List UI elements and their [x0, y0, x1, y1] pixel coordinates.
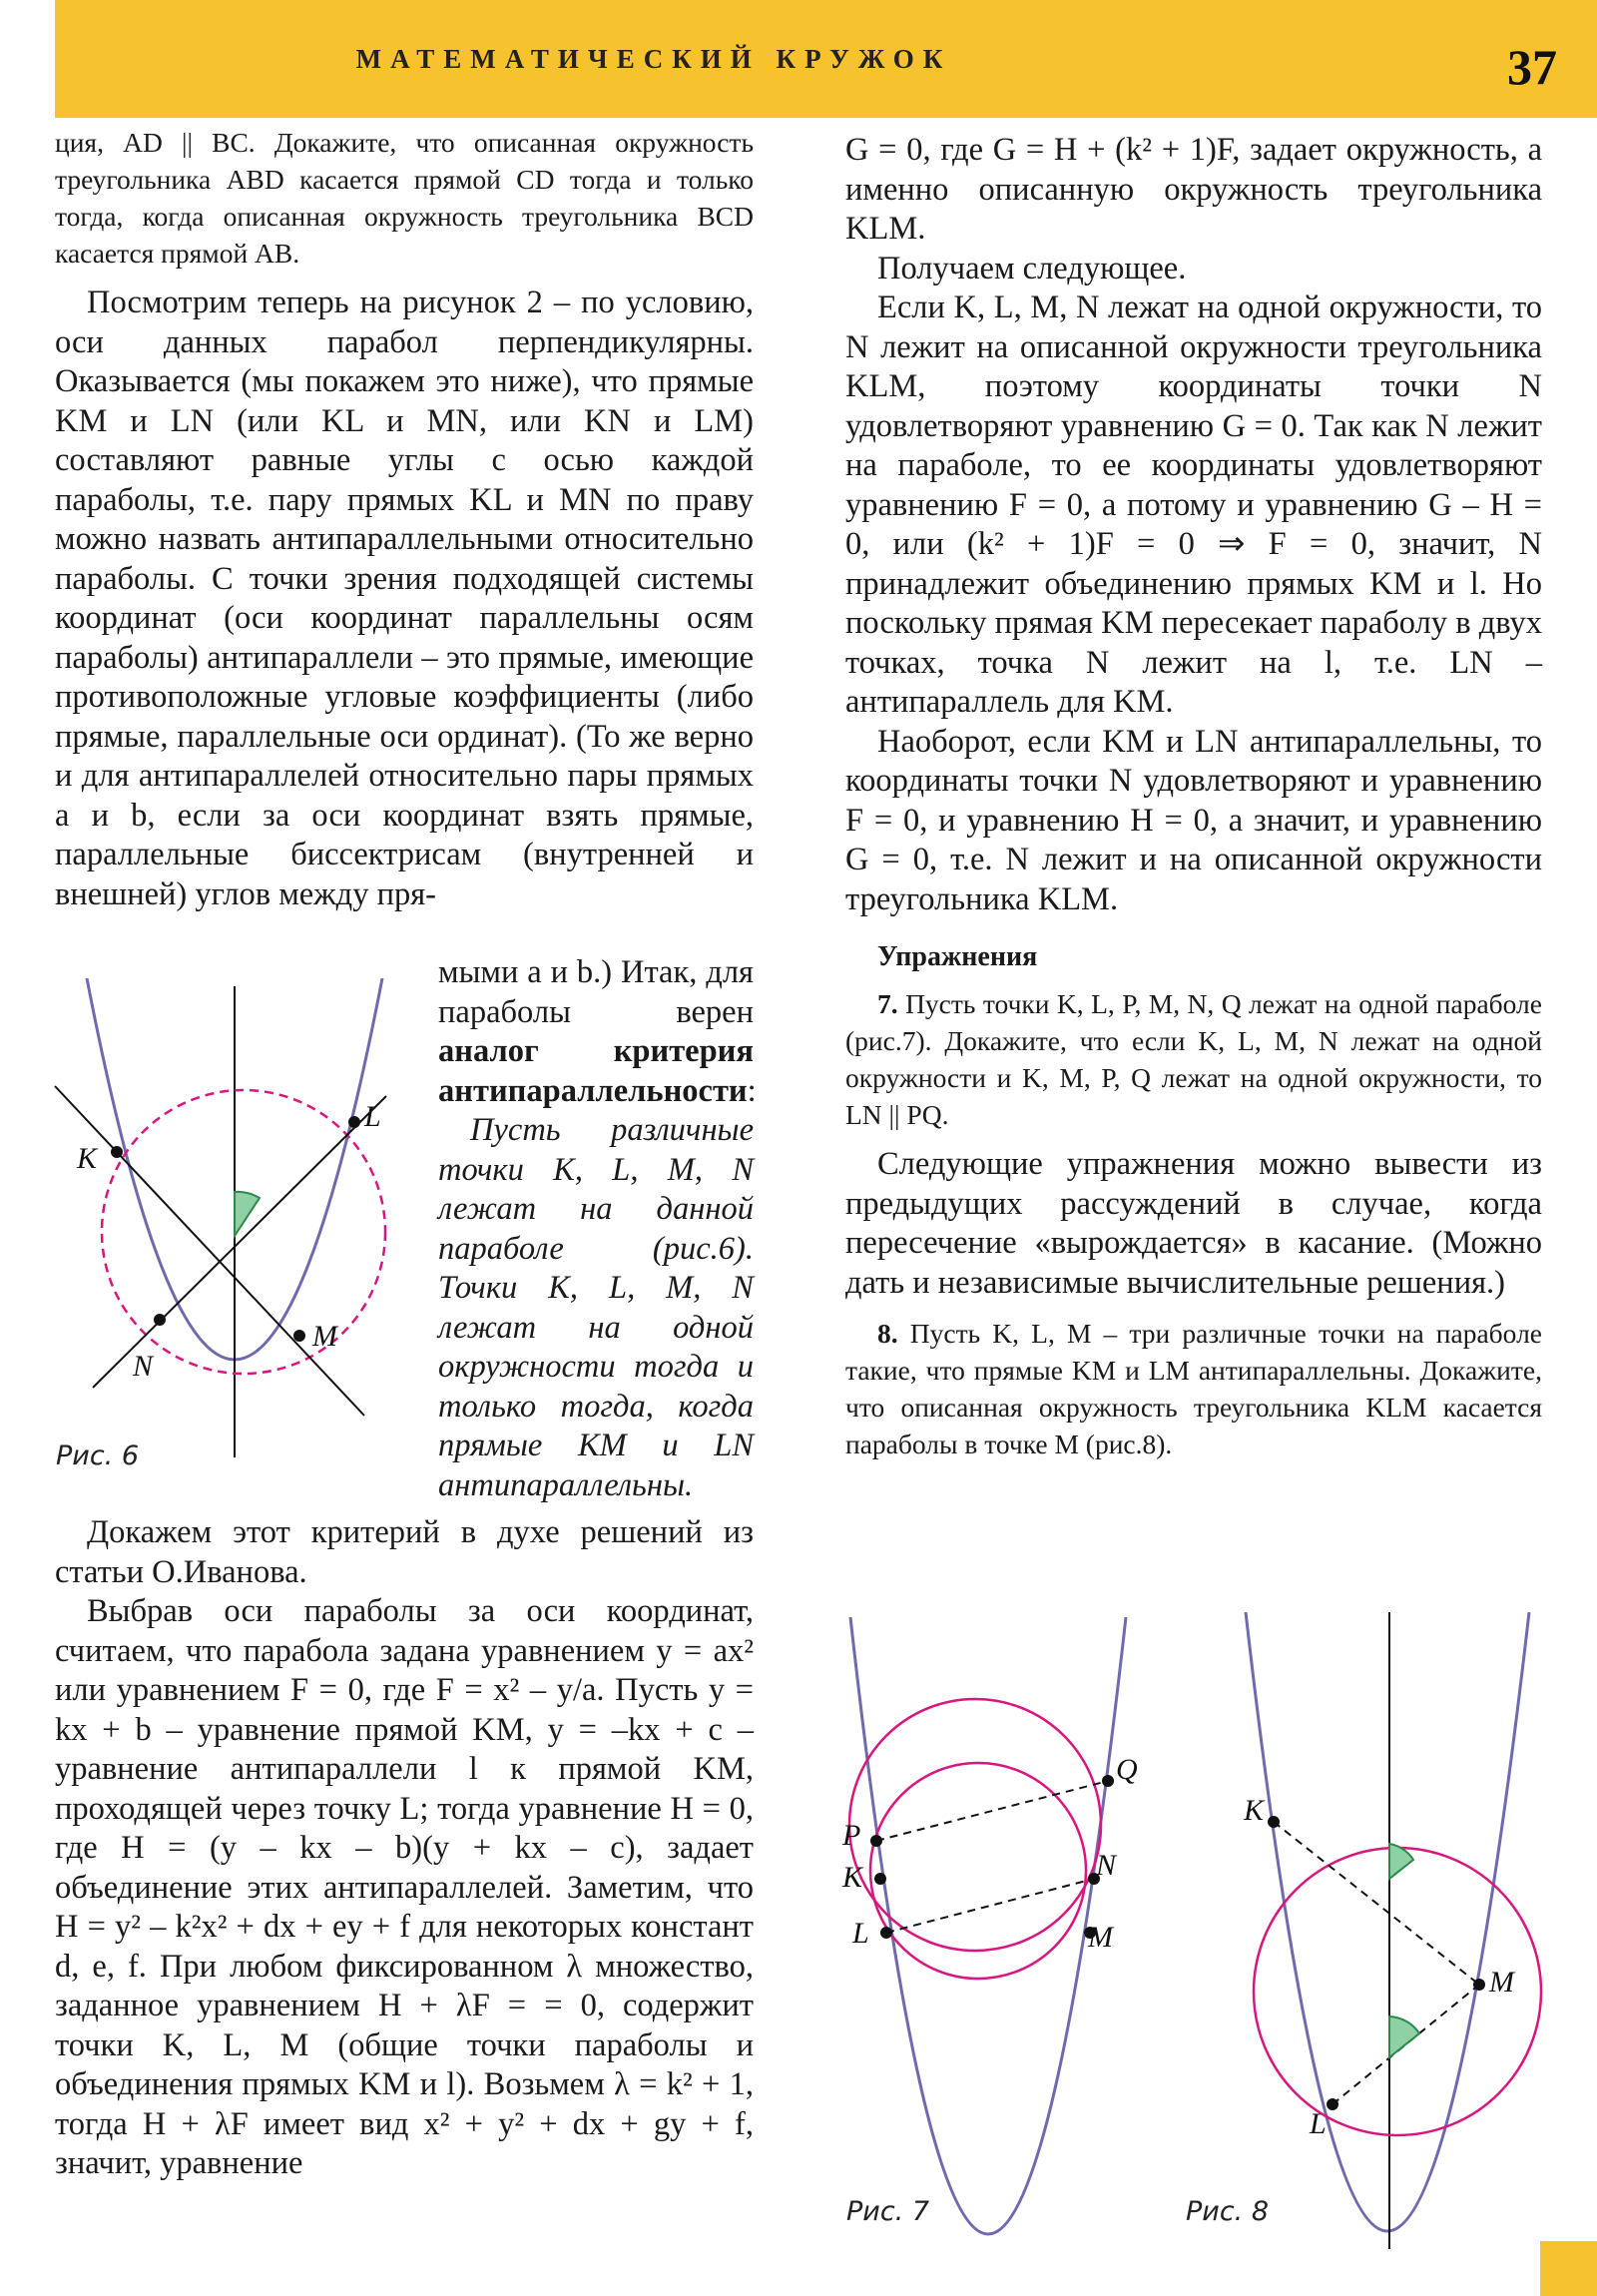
- label-l: L: [852, 1917, 869, 1950]
- point-k: [874, 1873, 886, 1885]
- point-l: [348, 1116, 360, 1128]
- label-l: L: [1310, 2107, 1327, 2140]
- paragraph: Если K, L, M, N лежат на одной окружности, то N лежит на описанной окружности треугольника KLM, поэтому координаты точки N удовлетворяют уравнению G = 0. Так как N лежит на параболе, то ее координаты удовлетворяют уравнению F = 0, а потому и уравнению G – H = 0, или (k² + 1)F = 0 ⇒ F = 0, значит, N принадлежит объединению прямых KM и l. Но поскольку прямая KM пересекает параболу в двух точках, точка N лежит на l, т.е. LN – антипараллель для KM.: [845, 289, 1542, 720]
- bold-term: аналог критерия антипараллельности: [438, 1033, 754, 1109]
- theorem-statement: Пусть различные точки K, L, M, N лежат на данной параболе (рис.6). Точки K, L, M, N лежат на одной окружности тогда и только тогда, когда прямые KM и LN антипараллельны.: [438, 1112, 754, 1503]
- label-k: K: [1244, 1794, 1265, 1827]
- point-l: [1327, 2098, 1338, 2110]
- exercise-continuation: ция, AD || BC. Докажите, что описанная окружность треугольника ABD касается прямой CD тогда и только тогда, когда описанная окружность треугольника BCD касается прямой AB.: [55, 127, 754, 269]
- point-l: [880, 1927, 892, 1939]
- wrap-text: мыми a и b.) Итак, для параболы верен: [438, 954, 754, 1030]
- point-m: [1473, 1979, 1485, 1991]
- circle-kmpq: [849, 1699, 1101, 1951]
- page-header: [55, 0, 1597, 118]
- segment-pq: [876, 1781, 1108, 1841]
- point-p: [870, 1835, 882, 1847]
- paragraph: Посмотрим теперь на рисунок 2 – по условию, оси данных парабол перпендикулярны. Оказывается (мы покажем это ниже), что прямые KM и LN (или KL и MN, или KN и LM) составляют равные углы с осью каждой параболы, т.е. пару прямых KL и MN по праву можно назвать антипараллельными относительно параболы. С точки зрения подходящей системы координат (оси координат параллельны осям параболы) антипараллели – это прямые, имеющие противоположные угловые коэффициенты (либо прямые, параллельные оси ординат). (То же верно и для антипараллелей относительно пары прямых a и b, если за оси координат взять прямые, параллельные биссектрисам (внутренней и внешней) углов между пря-: [55, 285, 754, 912]
- right-column: [845, 131, 1542, 1462]
- point-m: [293, 1330, 305, 1342]
- exercise-7: 7. Пусть точки K, L, P, M, N, Q лежат на одной параболе (рис.7). Докажите, что если K, L, M, N лежат на одной окружности и K, M, P, Q лежат на одной окружности, то LN || PQ.: [845, 988, 1542, 1130]
- figure-8: [1168, 1612, 1547, 2251]
- paragraph: Следующие упражнения можно вывести из предыдущих рассуждений в случае, когда пересечение «вырождается» в касание. (Можно дать и независимые вычислительные решения.): [845, 1146, 1542, 1301]
- exercise-8: 8. Пусть K, L, M – три различные точки на параболе такие, что прямые KM и LM антипараллельны. Докажите, что описанная окружность треугольника KLM касается параболы в точке M (рис.8).: [845, 1318, 1542, 1459]
- segment-ln: [886, 1879, 1094, 1933]
- figure-8-caption: Рис. 8: [1186, 2196, 1270, 2227]
- angle-mark: [235, 1192, 260, 1236]
- label-n: N: [133, 1350, 154, 1383]
- left-column-top: [55, 124, 754, 914]
- corner-tab: [1540, 2241, 1597, 2296]
- exercises-heading: Упражнения: [877, 941, 1038, 972]
- paragraph: Докажем этот критерий в духе решений из статьи О.Иванова.: [55, 1514, 754, 1590]
- label-m: M: [1088, 1921, 1113, 1954]
- circumcircle: [102, 1090, 385, 1374]
- figure-6-caption: Рис. 6: [56, 1440, 140, 1471]
- angle-mark: [1389, 2016, 1419, 2057]
- paragraph: Наоборот, если KM и LN антипараллельны, то координаты точки N удовлетворяют и уравнению F = 0, и уравнению H = 0, а значит, и уравнению G = 0, т.е. N лежит и на описанной окружности треугольника KLM.: [845, 723, 1542, 917]
- label-m: M: [1489, 1966, 1514, 1999]
- section-title: МАТЕМАТИЧЕСКИЙ КРУЖОК: [355, 44, 952, 74]
- label-q: Q: [1116, 1753, 1138, 1786]
- point-q: [1102, 1775, 1114, 1787]
- figure-7: [838, 1617, 1158, 2246]
- point-k: [1268, 1816, 1280, 1828]
- page-number: 37: [1507, 39, 1557, 95]
- paragraph: Получаем следующее.: [877, 250, 1187, 287]
- paragraph: Выбрав оси параболы за оси координат, считаем, что парабола задана уравнением y = ax² или уравнением F = 0, где F = x² – y/a. Пусть y = kx + b – уравнение прямой KM, y = –kx + c – уравнение антипараллели l к прямой KM, проходящей через точку L; тогда уравнение H = 0, где H = (y – kx – b)(y + kx – c), задает объединение этих антипараллелей. Заметим, что H = y² – k²x² + dx + ey + f для некоторых констант d, e, f. При любом фиксированном λ множество, заданное уравнением H + λF = = 0, содержит точки K, L, M (общие точки параболы и объединения прямых KM и l). Возьмем λ = k² + 1, тогда H + λF имеет вид x² + y² + dx + gy + f, значит, уравнение: [55, 1593, 754, 2181]
- parabola: [850, 1617, 1126, 2234]
- left-column-bottom: [55, 1513, 754, 2184]
- line-km: [55, 1086, 364, 1416]
- parabola: [1246, 1612, 1529, 2231]
- label-l: L: [364, 1100, 381, 1133]
- segment-km: [1274, 1822, 1479, 1985]
- figure-6: [45, 978, 439, 1477]
- left-wrap-text: мыми a и b.) Итак, для параболы верен аналог критерия антипараллельности: Пусть различные точки K, L, M, N лежат на данной параболе (рис.6). Точки K, L, M, N лежат на одной окружности тогда и только тогда, когда прямые KM и LN антипараллельны.: [438, 953, 754, 1505]
- point-n: [154, 1314, 166, 1326]
- point-k: [111, 1146, 123, 1158]
- label-n: N: [1096, 1849, 1117, 1882]
- label-m: M: [312, 1320, 337, 1353]
- label-p: P: [842, 1819, 861, 1852]
- label-k: K: [77, 1142, 98, 1175]
- label-k: K: [842, 1861, 863, 1894]
- figure-7-caption: Рис. 7: [846, 2196, 930, 2227]
- paragraph: G = 0, где G = H + (k² + 1)F, задает окружность, а именно описанную окружность треугольника KLM.: [845, 132, 1542, 247]
